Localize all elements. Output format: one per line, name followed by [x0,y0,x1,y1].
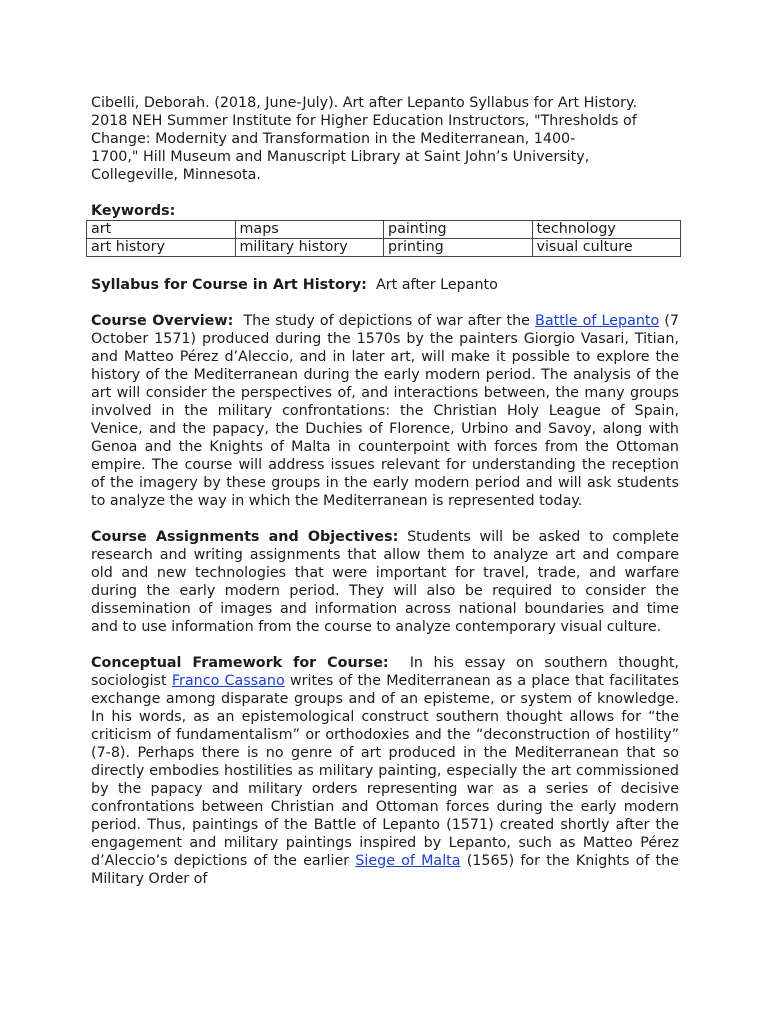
keyword-cell: art history [87,239,236,257]
battle-of-lepanto-link[interactable]: Battle of Lepanto [535,313,660,329]
overview-text: (7 October 1571) produced during the 1570s by the painters Giorgio Vasari, Titian, and Matteo Pérez d’Aleccio, and in later art, will make it possible to explore the history of the Mediterranean during the early modern period. The analysis of the art will consider the perspectives of, and interactions between, the many groups involved in the military confrontations: the Christian Holy League of Spain, Venice, and the papacy, the Duchies of Florence, Urbino and Savoy, along with Genoa and the Knights of Malta in counterpoint with forces from the Ottoman empire. The course will address issues relevant for understanding the reception of the imagery by these groups in the early modern period and will ask students to analyze the way in which the Mediterranean is represented today. [91,313,680,509]
framework-text: In his essay on southern thought, sociologist [91,655,679,689]
citation-line: Change: Modernity and Transformation in the Mediterranean, 1400- [91,131,576,147]
citation [91,94,679,184]
citation-line: 1700," Hill Museum and Manuscript Library at Saint John’s University, [91,149,590,165]
citation-line: Cibelli, Deborah. (2018, June-July). Art after Lepanto Syllabus for Art History. [91,95,637,111]
keywords-table [86,220,681,257]
citation-line: 2018 NEH Summer Institute for Higher Education Instructors, "Thresholds of [91,113,637,129]
assignments-heading: Course Assignments and Objectives: [91,529,399,545]
document-page [91,94,679,888]
syllabus-title [91,276,679,294]
overview-heading: Course Overview: [91,313,234,329]
keyword-cell: painting [384,221,533,239]
citation-line: Collegeville, Minnesota. [91,167,261,183]
overview-text: The study of depictions of war after the [243,313,530,329]
course-assignments [91,528,679,636]
framework-heading: Conceptual Framework for Course: [91,655,389,671]
franco-cassano-link[interactable]: Franco Cassano [171,673,285,689]
siege-of-malta-link[interactable]: Siege of Malta [355,853,461,869]
table-row [87,239,681,257]
keyword-cell: technology [532,221,681,239]
course-overview [91,312,679,510]
keywords-heading: Keywords: [91,203,176,219]
keyword-cell: military history [235,239,384,257]
syllabus-label: Syllabus for Course in Art History: [91,277,367,293]
keyword-cell: printing [384,239,533,257]
keyword-cell: visual culture [532,239,681,257]
keyword-cell: art [87,221,236,239]
framework-text: writes of the Mediterranean as a place that facilitates exchange among disparate groups and of an episteme, or system of knowledge. In his words, as an epistemological construct southern thought allows for “the criticism of fundamentalism” or orthodoxies and the “deconstruction of hostility” (7-8). Perhaps there is no genre of art produced in the Mediterranean that so directly embodies hostilities as military painting, especially the art commissioned by the papacy and military orders representing war as a series of decisive confrontations between Christian and Ottoman forces during the early modern period. Thus, paintings of the Battle of Lepanto (1571) created shortly after the engagement and military paintings inspired by Lepanto, such as Matteo Pérez d’Aleccio’s depictions of the earlier [91,673,680,869]
keyword-cell: maps [235,221,384,239]
conceptual-framework [91,654,679,888]
table-row [87,221,681,239]
assignments-text: Students will be asked to complete research and writing assignments that allow them to analyze art and compare old and new technologies that were important for travel, trade, and warfare during the early modern period. They will also be required to consider the dissemination of images and information across national boundaries and time and to use information from the course to analyze contemporary visual culture. [91,529,679,635]
course-title: Art after Lepanto [375,277,498,293]
framework-text: (1565) for the Knights of the Military Order of [91,853,679,887]
